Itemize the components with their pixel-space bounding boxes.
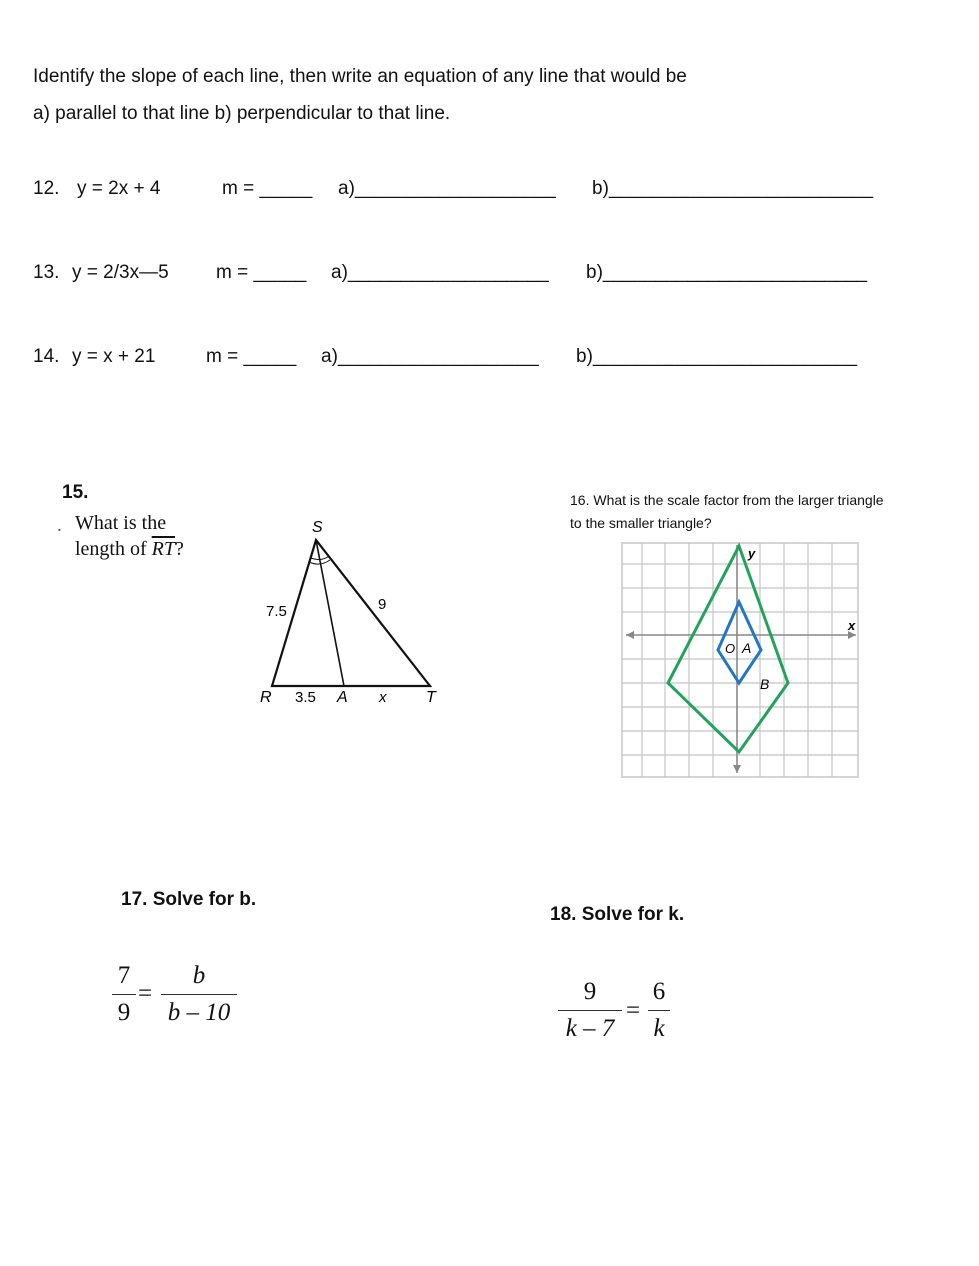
- side-label-at: x: [379, 689, 387, 706]
- instruction-line-2: a) parallel to that line b) perpendicular to that line.: [33, 103, 451, 124]
- vertex-label-r: R: [260, 689, 272, 706]
- q15-question-prefix: length of: [75, 538, 152, 560]
- q16-question-line-1: 16. What is the scale factor from the larger triangle: [570, 492, 884, 508]
- q15-question-mark: ?: [175, 538, 184, 560]
- q18-right-numerator: 6: [652, 978, 666, 1005]
- q18-equals: =: [626, 997, 641, 1024]
- q18-right-fraction: [648, 978, 670, 1043]
- q15-triangle-diagram: [250, 510, 450, 710]
- q17-equals: =: [138, 980, 153, 1007]
- q17-left-fraction-bar: [112, 994, 136, 995]
- problem-13-number: 13.: [33, 262, 60, 283]
- q17-left-denominator: 9: [117, 999, 131, 1026]
- q15-number: 15.: [62, 482, 89, 503]
- y-axis-label: y: [748, 546, 756, 561]
- side-label-rs: 7.5: [266, 603, 287, 620]
- problem-14-slope-blank[interactable]: m = _____: [206, 346, 297, 367]
- origin-label-o: O: [725, 641, 736, 656]
- triangle-rst: [272, 540, 430, 686]
- side-label-ra: 3.5: [295, 689, 316, 706]
- point-label-b: B: [760, 676, 770, 692]
- problem-14-equation: y = x + 21: [72, 346, 156, 367]
- grid-frame: [622, 543, 858, 777]
- x-axis-label: x: [848, 618, 856, 633]
- problem-12-number: 12.: [33, 178, 60, 199]
- q18-left-numerator: 9: [583, 978, 597, 1005]
- problem-14-number: 14.: [33, 346, 60, 367]
- vertex-label-a: A: [337, 689, 348, 706]
- q18-right-denominator: k: [653, 1015, 665, 1042]
- problem-13-equation: y = 2/3x—5: [72, 262, 169, 283]
- q17-right-numerator: b: [192, 962, 206, 989]
- q16-coordinate-grid: [618, 540, 868, 785]
- point-label-a: A: [742, 640, 752, 656]
- q18-left-denominator: k – 7: [565, 1015, 615, 1042]
- instruction-line-1: Identify the slope of each line, then write an equation of any line that would be: [33, 66, 687, 87]
- q18-left-fraction-bar: [558, 1010, 622, 1011]
- q18-right-fraction-bar: [648, 1010, 670, 1011]
- q17-left-fraction: [112, 962, 136, 1027]
- problem-13-slope-blank[interactable]: m = _____: [216, 262, 307, 283]
- q15-segment-rt: $\overline{RT}$: [151, 538, 175, 560]
- q17-right-fraction: [161, 962, 237, 1027]
- problem-14-perpendicular-blank[interactable]: b)_________________________: [576, 346, 858, 367]
- side-label-st: 9: [378, 596, 387, 613]
- q17-left-numerator: 7: [117, 962, 131, 989]
- q18-left-fraction: [558, 978, 622, 1043]
- q17-right-fraction-bar: [161, 994, 237, 995]
- problem-12-perpendicular-blank[interactable]: b)_________________________: [592, 178, 874, 199]
- problem-12-equation: y = 2x + 4: [77, 178, 161, 199]
- vertex-label-t: T: [426, 689, 436, 706]
- q18-title: 18. Solve for k.: [550, 904, 685, 925]
- problem-13-parallel-blank[interactable]: a)___________________: [331, 262, 549, 283]
- q15-bullet: .: [57, 515, 62, 536]
- vertex-label-s: S: [312, 519, 323, 536]
- q16-question-line-2: to the smaller triangle?: [570, 515, 712, 531]
- q15-question-line-1: What is the: [75, 512, 167, 534]
- q17-title: 17. Solve for b.: [121, 889, 257, 910]
- angle-bisector-sa: [316, 540, 344, 686]
- problem-12-slope-blank[interactable]: m = _____: [222, 178, 313, 199]
- q17-right-denominator: b – 10: [167, 999, 231, 1026]
- problem-14-parallel-blank[interactable]: a)___________________: [321, 346, 539, 367]
- problem-13-perpendicular-blank[interactable]: b)_________________________: [586, 262, 868, 283]
- q15-question-line-2: [75, 538, 184, 561]
- problem-12-parallel-blank[interactable]: a)___________________: [338, 178, 556, 199]
